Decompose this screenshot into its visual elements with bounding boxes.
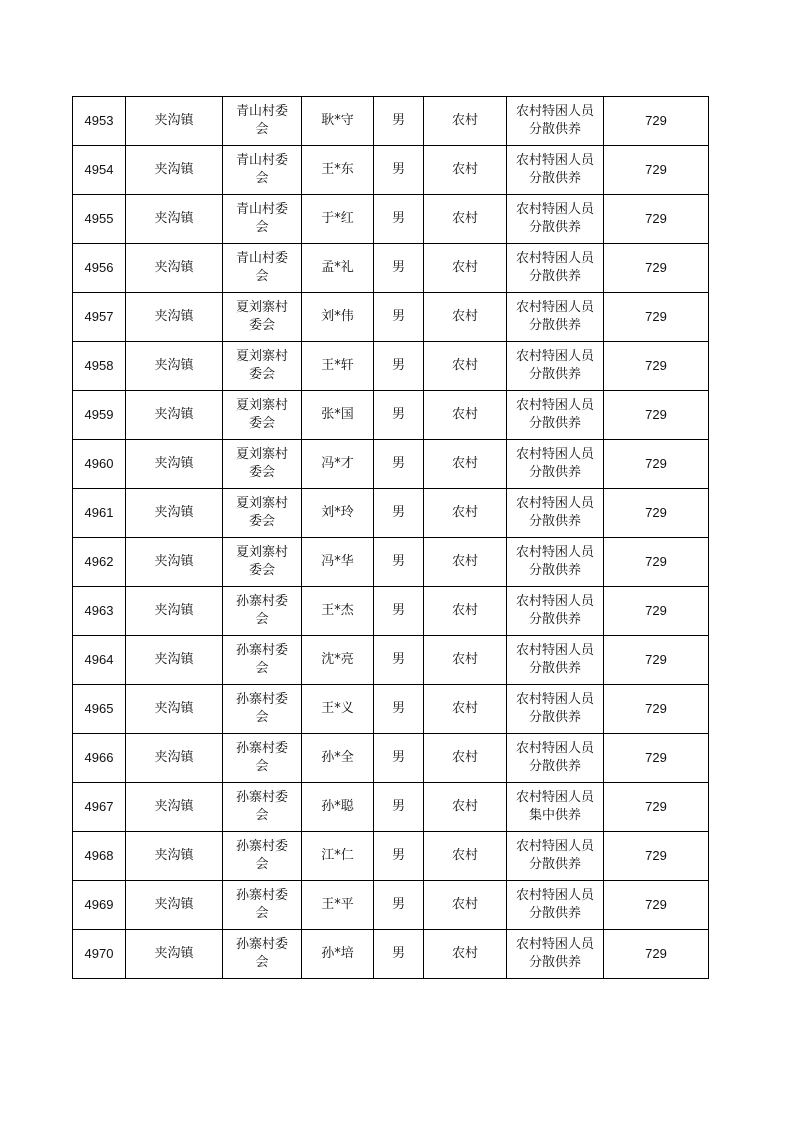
category-cell [507, 244, 604, 293]
seq-cell: 4956 [73, 244, 126, 293]
seq-cell: 4962 [73, 538, 126, 587]
beneficiary-table [72, 96, 709, 979]
category-cell [507, 97, 604, 146]
category-cell [507, 587, 604, 636]
town-cell: 夹沟镇 [126, 489, 223, 538]
amount-cell: 729 [604, 783, 709, 832]
area-cell: 农村 [424, 930, 507, 979]
category-cell-line: 农村特困人员 [515, 692, 594, 707]
area-cell: 农村 [424, 636, 507, 685]
village-cell [223, 293, 302, 342]
amount-cell: 729 [604, 881, 709, 930]
name-cell: 冯*才 [302, 440, 374, 489]
gender-cell: 男 [374, 930, 424, 979]
seq-cell: 4953 [73, 97, 126, 146]
area-cell: 农村 [424, 587, 507, 636]
area-cell: 农村 [424, 440, 507, 489]
area-cell: 农村 [424, 489, 507, 538]
village-cell-line: 夏刘寨村 [235, 300, 288, 315]
town-cell: 夹沟镇 [126, 293, 223, 342]
gender-cell: 男 [374, 342, 424, 391]
village-cell-line: 孙寨村委 [235, 937, 288, 952]
seq-cell: 4955 [73, 195, 126, 244]
table-row [73, 489, 709, 538]
category-cell [507, 489, 604, 538]
village-cell [223, 195, 302, 244]
name-cell: 沈*亮 [302, 636, 374, 685]
name-cell: 江*仁 [302, 832, 374, 881]
seq-cell: 4961 [73, 489, 126, 538]
village-cell [223, 587, 302, 636]
category-cell-line: 农村特困人员 [515, 496, 594, 511]
category-cell-line: 分散供养 [528, 857, 581, 872]
village-cell-line: 会 [255, 171, 269, 186]
amount-cell: 729 [604, 734, 709, 783]
area-cell: 农村 [424, 783, 507, 832]
town-cell: 夹沟镇 [126, 930, 223, 979]
table-row [73, 636, 709, 685]
table-row [73, 538, 709, 587]
gender-cell: 男 [374, 440, 424, 489]
name-cell: 耿*守 [302, 97, 374, 146]
category-cell [507, 783, 604, 832]
category-cell-line: 分散供养 [528, 269, 581, 284]
gender-cell: 男 [374, 293, 424, 342]
gender-cell: 男 [374, 391, 424, 440]
village-cell-line: 委会 [248, 563, 275, 578]
village-cell-line: 会 [255, 955, 269, 970]
gender-cell: 男 [374, 783, 424, 832]
category-cell-line: 分散供养 [528, 710, 581, 725]
category-cell [507, 391, 604, 440]
village-cell-line: 委会 [248, 318, 275, 333]
town-cell: 夹沟镇 [126, 391, 223, 440]
amount-cell: 729 [604, 685, 709, 734]
category-cell-line: 分散供养 [528, 955, 581, 970]
gender-cell: 男 [374, 587, 424, 636]
gender-cell: 男 [374, 195, 424, 244]
village-cell-line: 委会 [248, 465, 275, 480]
table-row [73, 342, 709, 391]
town-cell: 夹沟镇 [126, 734, 223, 783]
name-cell: 王*义 [302, 685, 374, 734]
seq-cell: 4966 [73, 734, 126, 783]
table-row [73, 293, 709, 342]
category-cell-line: 集中供养 [528, 808, 581, 823]
category-cell-line: 农村特困人员 [515, 153, 594, 168]
village-cell [223, 146, 302, 195]
table-row [73, 391, 709, 440]
village-cell-line: 孙寨村委 [235, 839, 288, 854]
village-cell-line: 会 [255, 122, 269, 137]
town-cell: 夹沟镇 [126, 832, 223, 881]
area-cell: 农村 [424, 244, 507, 293]
name-cell: 王*平 [302, 881, 374, 930]
name-cell: 刘*伟 [302, 293, 374, 342]
category-cell [507, 342, 604, 391]
gender-cell: 男 [374, 538, 424, 587]
category-cell-line: 农村特困人员 [515, 741, 594, 756]
amount-cell: 729 [604, 930, 709, 979]
seq-cell: 4959 [73, 391, 126, 440]
village-cell-line: 委会 [248, 416, 275, 431]
gender-cell: 男 [374, 146, 424, 195]
category-cell [507, 832, 604, 881]
town-cell: 夹沟镇 [126, 587, 223, 636]
name-cell: 张*国 [302, 391, 374, 440]
village-cell-line: 青山村委 [235, 153, 288, 168]
name-cell: 孟*礼 [302, 244, 374, 293]
table-row [73, 685, 709, 734]
town-cell: 夹沟镇 [126, 244, 223, 293]
area-cell: 农村 [424, 538, 507, 587]
table-row [73, 881, 709, 930]
seq-cell: 4964 [73, 636, 126, 685]
village-cell-line: 孙寨村委 [235, 594, 288, 609]
amount-cell: 729 [604, 342, 709, 391]
gender-cell: 男 [374, 97, 424, 146]
village-cell [223, 832, 302, 881]
category-cell-line: 分散供养 [528, 122, 581, 137]
seq-cell: 4968 [73, 832, 126, 881]
town-cell: 夹沟镇 [126, 195, 223, 244]
category-cell [507, 636, 604, 685]
table-row [73, 440, 709, 489]
area-cell: 农村 [424, 881, 507, 930]
village-cell [223, 685, 302, 734]
amount-cell: 729 [604, 146, 709, 195]
village-cell-line: 孙寨村委 [235, 692, 288, 707]
village-cell [223, 97, 302, 146]
village-cell-line: 会 [255, 906, 269, 921]
village-cell-line: 会 [255, 220, 269, 235]
gender-cell: 男 [374, 685, 424, 734]
village-cell [223, 440, 302, 489]
village-cell-line: 青山村委 [235, 251, 288, 266]
amount-cell: 729 [604, 293, 709, 342]
gender-cell: 男 [374, 881, 424, 930]
amount-cell: 729 [604, 440, 709, 489]
category-cell [507, 685, 604, 734]
village-cell [223, 538, 302, 587]
name-cell: 冯*华 [302, 538, 374, 587]
name-cell: 王*东 [302, 146, 374, 195]
category-cell-line: 农村特困人员 [515, 300, 594, 315]
amount-cell: 729 [604, 832, 709, 881]
seq-cell: 4960 [73, 440, 126, 489]
town-cell: 夹沟镇 [126, 783, 223, 832]
village-cell-line: 夏刘寨村 [235, 447, 288, 462]
category-cell-line: 分散供养 [528, 318, 581, 333]
category-cell-line: 分散供养 [528, 612, 581, 627]
village-cell-line: 会 [255, 857, 269, 872]
area-cell: 农村 [424, 734, 507, 783]
village-cell-line: 会 [255, 269, 269, 284]
amount-cell: 729 [604, 195, 709, 244]
village-cell [223, 244, 302, 293]
category-cell-line: 农村特困人员 [515, 202, 594, 217]
area-cell: 农村 [424, 832, 507, 881]
seq-cell: 4970 [73, 930, 126, 979]
area-cell: 农村 [424, 342, 507, 391]
table-row [73, 244, 709, 293]
village-cell-line: 会 [255, 612, 269, 627]
category-cell-line: 农村特困人员 [515, 447, 594, 462]
town-cell: 夹沟镇 [126, 636, 223, 685]
name-cell: 孙*聪 [302, 783, 374, 832]
village-cell [223, 783, 302, 832]
village-cell-line: 青山村委 [235, 104, 288, 119]
village-cell-line: 孙寨村委 [235, 790, 288, 805]
amount-cell: 729 [604, 97, 709, 146]
amount-cell: 729 [604, 636, 709, 685]
village-cell-line: 委会 [248, 367, 275, 382]
category-cell [507, 146, 604, 195]
village-cell [223, 636, 302, 685]
seq-cell: 4954 [73, 146, 126, 195]
name-cell: 王*轩 [302, 342, 374, 391]
seq-cell: 4963 [73, 587, 126, 636]
village-cell [223, 881, 302, 930]
category-cell-line: 分散供养 [528, 171, 581, 186]
category-cell-line: 分散供养 [528, 514, 581, 529]
category-cell-line: 农村特困人员 [515, 839, 594, 854]
category-cell-line: 农村特困人员 [515, 104, 594, 119]
amount-cell: 729 [604, 538, 709, 587]
category-cell-line: 分散供养 [528, 465, 581, 480]
category-cell-line: 农村特困人员 [515, 594, 594, 609]
gender-cell: 男 [374, 636, 424, 685]
village-cell [223, 391, 302, 440]
table-row [73, 587, 709, 636]
name-cell: 于*红 [302, 195, 374, 244]
table-row [73, 97, 709, 146]
category-cell-line: 农村特困人员 [515, 643, 594, 658]
village-cell-line: 会 [255, 759, 269, 774]
category-cell-line: 分散供养 [528, 906, 581, 921]
village-cell-line: 夏刘寨村 [235, 349, 288, 364]
category-cell [507, 538, 604, 587]
table-row [73, 146, 709, 195]
village-cell-line: 会 [255, 661, 269, 676]
amount-cell: 729 [604, 587, 709, 636]
area-cell: 农村 [424, 685, 507, 734]
seq-cell: 4967 [73, 783, 126, 832]
category-cell-line: 分散供养 [528, 563, 581, 578]
gender-cell: 男 [374, 734, 424, 783]
name-cell: 孙*全 [302, 734, 374, 783]
village-cell-line: 青山村委 [235, 202, 288, 217]
seq-cell: 4957 [73, 293, 126, 342]
amount-cell: 729 [604, 489, 709, 538]
category-cell [507, 293, 604, 342]
village-cell-line: 孙寨村委 [235, 741, 288, 756]
category-cell-line: 分散供养 [528, 416, 581, 431]
town-cell: 夹沟镇 [126, 440, 223, 489]
table-row [73, 930, 709, 979]
category-cell [507, 734, 604, 783]
category-cell-line: 农村特困人员 [515, 790, 594, 805]
town-cell: 夹沟镇 [126, 342, 223, 391]
seq-cell: 4958 [73, 342, 126, 391]
village-cell [223, 734, 302, 783]
table-row [73, 832, 709, 881]
village-cell-line: 委会 [248, 514, 275, 529]
village-cell-line: 夏刘寨村 [235, 545, 288, 560]
gender-cell: 男 [374, 489, 424, 538]
village-cell-line: 夏刘寨村 [235, 398, 288, 413]
seq-cell: 4969 [73, 881, 126, 930]
name-cell: 王*杰 [302, 587, 374, 636]
village-cell [223, 489, 302, 538]
category-cell-line: 农村特困人员 [515, 888, 594, 903]
category-cell [507, 930, 604, 979]
table-body [73, 97, 709, 979]
area-cell: 农村 [424, 97, 507, 146]
category-cell-line: 分散供养 [528, 367, 581, 382]
category-cell [507, 440, 604, 489]
area-cell: 农村 [424, 195, 507, 244]
category-cell [507, 881, 604, 930]
town-cell: 夹沟镇 [126, 881, 223, 930]
village-cell-line: 会 [255, 808, 269, 823]
table-row [73, 783, 709, 832]
category-cell-line: 农村特困人员 [515, 349, 594, 364]
area-cell: 农村 [424, 391, 507, 440]
category-cell-line: 农村特困人员 [515, 545, 594, 560]
amount-cell: 729 [604, 391, 709, 440]
village-cell-line: 孙寨村委 [235, 643, 288, 658]
village-cell-line: 孙寨村委 [235, 888, 288, 903]
gender-cell: 男 [374, 244, 424, 293]
village-cell [223, 342, 302, 391]
town-cell: 夹沟镇 [126, 97, 223, 146]
category-cell [507, 195, 604, 244]
town-cell: 夹沟镇 [126, 146, 223, 195]
category-cell-line: 分散供养 [528, 220, 581, 235]
area-cell: 农村 [424, 293, 507, 342]
town-cell: 夹沟镇 [126, 538, 223, 587]
village-cell [223, 930, 302, 979]
table-row [73, 195, 709, 244]
village-cell-line: 夏刘寨村 [235, 496, 288, 511]
category-cell-line: 分散供养 [528, 661, 581, 676]
amount-cell: 729 [604, 244, 709, 293]
town-cell: 夹沟镇 [126, 685, 223, 734]
name-cell: 孙*培 [302, 930, 374, 979]
category-cell-line: 农村特困人员 [515, 398, 594, 413]
seq-cell: 4965 [73, 685, 126, 734]
category-cell-line: 农村特困人员 [515, 251, 594, 266]
gender-cell: 男 [374, 832, 424, 881]
table-row [73, 734, 709, 783]
name-cell: 刘*玲 [302, 489, 374, 538]
category-cell-line: 分散供养 [528, 759, 581, 774]
category-cell-line: 农村特困人员 [515, 937, 594, 952]
village-cell-line: 会 [255, 710, 269, 725]
area-cell: 农村 [424, 146, 507, 195]
